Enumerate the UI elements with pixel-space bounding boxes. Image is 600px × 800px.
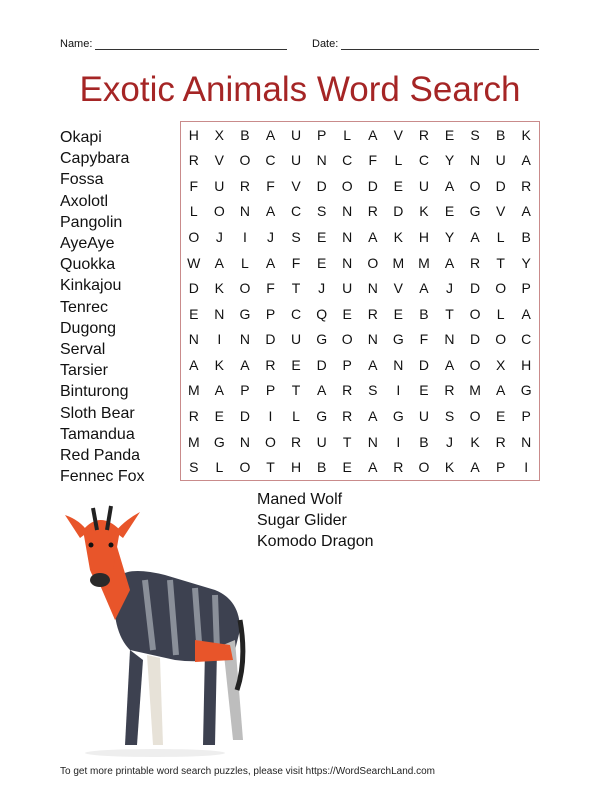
grid-cell: R bbox=[239, 177, 250, 194]
date-field[interactable] bbox=[312, 38, 539, 50]
grid-cell: G bbox=[239, 305, 251, 322]
word-list-right bbox=[257, 489, 374, 553]
grid-cell: F bbox=[266, 280, 275, 297]
grid-cell: U bbox=[495, 152, 506, 169]
grid-cell: D bbox=[495, 177, 506, 194]
grid-cell: I bbox=[217, 331, 222, 348]
grid-cell: E bbox=[291, 356, 301, 373]
grid-cell: G bbox=[392, 331, 404, 348]
word-item: Komodo Dragon bbox=[257, 533, 374, 551]
grid-cell: Q bbox=[316, 305, 328, 322]
grid-cell: N bbox=[239, 433, 250, 450]
grid-cell: N bbox=[239, 203, 250, 220]
grid-cell: J bbox=[445, 433, 453, 450]
grid-cell: B bbox=[495, 126, 506, 143]
grid-cell: R bbox=[521, 177, 532, 194]
grid-cell: A bbox=[521, 203, 531, 220]
grid-cell: C bbox=[265, 152, 276, 169]
grid-cell: N bbox=[188, 331, 199, 348]
grid-cell: O bbox=[213, 203, 225, 220]
grid-cell: A bbox=[444, 254, 455, 271]
grid-cell: Y bbox=[444, 229, 455, 246]
grid-cell: A bbox=[444, 177, 455, 194]
grid-cell: A bbox=[368, 229, 378, 246]
grid-cell: A bbox=[214, 254, 225, 271]
grid-cell: U bbox=[418, 408, 429, 425]
grid-cell: S bbox=[444, 408, 455, 425]
grid-cell: N bbox=[444, 331, 455, 348]
grid-cell: F bbox=[266, 177, 275, 194]
grid-cell: D bbox=[265, 331, 276, 348]
grid-cell: I bbox=[396, 433, 401, 450]
word-item: Tarsier bbox=[60, 362, 109, 380]
grid-cell: A bbox=[368, 126, 378, 143]
grid-cell: T bbox=[291, 280, 301, 297]
grid-cell: O bbox=[367, 254, 379, 271]
grid-cell: R bbox=[367, 203, 378, 220]
grid-cell: A bbox=[521, 305, 531, 322]
grid-cell: D bbox=[316, 177, 327, 194]
grid-cell: U bbox=[316, 433, 327, 450]
grid-cell: T bbox=[342, 433, 352, 450]
grid-cell: B bbox=[419, 305, 429, 322]
grid-cell: J bbox=[266, 229, 274, 246]
grid-cell: P bbox=[495, 459, 506, 476]
grid-cell: U bbox=[214, 177, 225, 194]
word-item: Tenrec bbox=[60, 298, 109, 316]
grid-cell: E bbox=[342, 305, 352, 322]
grid-cell: A bbox=[240, 356, 250, 373]
grid-cell: V bbox=[291, 177, 301, 194]
word-item: Axolotl bbox=[60, 192, 109, 210]
grid-cell: N bbox=[342, 229, 353, 246]
grid-cell: K bbox=[444, 459, 455, 476]
grid-cell: D bbox=[239, 408, 250, 425]
grid-cell: Y bbox=[444, 152, 455, 169]
grid-cell: E bbox=[316, 254, 327, 271]
grid-cell: T bbox=[291, 382, 301, 399]
grid-cell: R bbox=[342, 382, 353, 399]
grid-cell: H bbox=[418, 229, 429, 246]
grid-cell: E bbox=[342, 459, 352, 476]
grid-cell: K bbox=[419, 203, 429, 220]
grid-cell: O bbox=[469, 305, 481, 322]
grid-cell: E bbox=[316, 229, 327, 246]
word-item: Maned Wolf bbox=[257, 491, 343, 508]
grid-cell: A bbox=[444, 356, 455, 373]
grid-cell: X bbox=[495, 356, 506, 373]
grid-cell: C bbox=[342, 152, 353, 169]
grid-cell: L bbox=[241, 254, 249, 271]
grid-cell: P bbox=[240, 382, 250, 399]
grid-cell: N bbox=[470, 152, 481, 169]
grid-cell: R bbox=[444, 382, 455, 399]
grid-cell: D bbox=[393, 203, 404, 220]
grid-cell: G bbox=[520, 382, 532, 399]
grid-cell: U bbox=[418, 177, 429, 194]
grid-cell: R bbox=[291, 433, 302, 450]
grid-cell: B bbox=[316, 459, 327, 476]
okapi-illustration bbox=[55, 500, 255, 760]
grid-cell: E bbox=[495, 408, 506, 425]
grid-cell: L bbox=[292, 408, 300, 425]
word-item: AyeAye bbox=[60, 235, 115, 253]
grid-cell: N bbox=[342, 254, 353, 271]
grid-cell: U bbox=[291, 152, 302, 169]
word-item: Okapi bbox=[60, 129, 102, 146]
grid-cell: D bbox=[418, 356, 429, 373]
grid-cell: E bbox=[444, 203, 455, 220]
grid-cell: F bbox=[368, 152, 378, 169]
grid-cell: A bbox=[316, 382, 327, 399]
grid-cell: K bbox=[393, 229, 404, 246]
grid-cell: G bbox=[392, 408, 404, 425]
grid-cell: R bbox=[393, 459, 404, 476]
grid-cell: A bbox=[470, 459, 480, 476]
grid-cell: A bbox=[521, 152, 531, 169]
grid-cell: T bbox=[445, 305, 454, 322]
grid-cell: M bbox=[469, 382, 481, 399]
word-item: Tamandua bbox=[60, 425, 135, 443]
grid-cell: P bbox=[521, 408, 531, 425]
grid-cell: R bbox=[188, 408, 199, 425]
grid-cell: C bbox=[418, 152, 429, 169]
grid-cell: R bbox=[188, 152, 199, 169]
grid-cell: M bbox=[187, 433, 200, 450]
grid-cell: S bbox=[368, 382, 378, 399]
grid-cell: A bbox=[265, 203, 276, 220]
grid-cell: S bbox=[316, 203, 327, 220]
grid-cell: O bbox=[469, 177, 481, 194]
grid-cell: U bbox=[291, 331, 302, 348]
grid-cell: P bbox=[265, 305, 276, 322]
grid-cell: U bbox=[291, 126, 302, 143]
grid-cell: I bbox=[524, 459, 529, 476]
grid-cell: U bbox=[342, 280, 353, 297]
grid-cell: X bbox=[214, 126, 225, 143]
grid-cell: F bbox=[291, 254, 301, 271]
grid-cell: V bbox=[214, 152, 225, 169]
grid-cell: B bbox=[521, 229, 531, 246]
grid-cell: A bbox=[368, 408, 378, 425]
grid-cell: V bbox=[495, 203, 506, 220]
grid-cell: R bbox=[367, 305, 378, 322]
grid-cell: R bbox=[495, 433, 506, 450]
grid-cell: O bbox=[188, 229, 200, 246]
grid-cell: D bbox=[316, 356, 327, 373]
grid-cell: P bbox=[521, 280, 531, 297]
grid-cell: D bbox=[470, 331, 481, 348]
grid-cell: E bbox=[419, 382, 429, 399]
grid-cell: J bbox=[215, 229, 223, 246]
grid-cell: C bbox=[291, 203, 302, 220]
grid-cell: C bbox=[521, 331, 532, 348]
grid-cell: E bbox=[393, 177, 404, 194]
grid-cell: N bbox=[367, 433, 378, 450]
grid-cell: O bbox=[495, 331, 507, 348]
word-item: Red Panda bbox=[60, 447, 141, 465]
grid-cell: I bbox=[268, 408, 273, 425]
grid-cell: O bbox=[265, 433, 276, 450]
grid-cell: V bbox=[393, 280, 404, 297]
grid-cell: W bbox=[187, 254, 201, 271]
grid-cell: I bbox=[396, 382, 401, 399]
grid-cell: R bbox=[470, 254, 481, 271]
grid-cell: D bbox=[470, 280, 481, 297]
grid-cell: O bbox=[239, 152, 251, 169]
grid-cell: N bbox=[214, 305, 225, 322]
word-item: Serval bbox=[60, 341, 106, 359]
grid-cell: K bbox=[470, 433, 480, 450]
grid-cell: S bbox=[291, 229, 301, 246]
grid-cell: N bbox=[367, 331, 378, 348]
grid-cell: A bbox=[189, 356, 199, 373]
grid-cell: J bbox=[445, 280, 453, 297]
word-item: Pangolin bbox=[60, 213, 123, 231]
grid-cell: C bbox=[291, 305, 302, 322]
grid-cell: E bbox=[444, 126, 455, 143]
grid-cell: H bbox=[521, 356, 532, 373]
grid-cell: A bbox=[265, 126, 276, 143]
grid-cell: K bbox=[521, 126, 531, 143]
word-item: Sloth Bear bbox=[60, 404, 135, 422]
grid-cell: D bbox=[188, 280, 199, 297]
grid-cell: O bbox=[341, 331, 353, 348]
grid-cell: T bbox=[496, 254, 505, 271]
word-item: Kinkajou bbox=[60, 277, 122, 295]
grid-cell: V bbox=[393, 126, 404, 143]
grid-cell: N bbox=[342, 203, 353, 220]
grid-cell: L bbox=[394, 152, 403, 169]
word-item: Capybara bbox=[60, 150, 130, 168]
grid-cell: Y bbox=[521, 254, 531, 271]
grid-cell: S bbox=[470, 126, 480, 143]
grid-cell: P bbox=[342, 356, 352, 373]
grid-cell: L bbox=[189, 203, 198, 220]
grid-cell: R bbox=[418, 126, 429, 143]
grid-cell: N bbox=[367, 280, 378, 297]
grid-cell: O bbox=[239, 459, 251, 476]
grid-cell: N bbox=[521, 433, 532, 450]
letter-grid bbox=[180, 121, 540, 481]
grid-cell: N bbox=[239, 331, 250, 348]
grid-cell: E bbox=[189, 305, 199, 322]
date-label: Date: bbox=[312, 38, 339, 50]
grid-cell: P bbox=[316, 126, 327, 143]
grid-cell: G bbox=[316, 331, 328, 348]
grid-cell: G bbox=[469, 203, 481, 220]
grid-cell: H bbox=[188, 126, 199, 143]
grid-cell: O bbox=[469, 356, 481, 373]
grid-cell: K bbox=[214, 280, 225, 297]
grid-cell: O bbox=[495, 280, 507, 297]
word-list-left bbox=[60, 127, 144, 487]
word-item: Fennec Fox bbox=[60, 468, 145, 486]
grid-cell: A bbox=[265, 254, 276, 271]
grid-cell: H bbox=[291, 459, 302, 476]
grid-cell: J bbox=[318, 280, 326, 297]
grid-cell: D bbox=[367, 177, 378, 194]
footer-text: To get more printable word search puzzles, please visit https://WordSearchLand.com bbox=[60, 766, 435, 777]
grid-cell: K bbox=[214, 356, 225, 373]
grid-cell: M bbox=[418, 254, 430, 271]
grid-cell: N bbox=[316, 152, 327, 169]
grid-cell: G bbox=[213, 433, 225, 450]
grid-cell: A bbox=[470, 229, 480, 246]
grid-cell: T bbox=[266, 459, 275, 476]
grid-cell: L bbox=[496, 229, 505, 246]
name-label: Name: bbox=[60, 38, 93, 50]
word-item: Quokka bbox=[60, 256, 116, 274]
grid-cell: F bbox=[189, 177, 199, 194]
grid-cell: F bbox=[419, 331, 429, 348]
grid-cell: R bbox=[342, 408, 353, 425]
grid-cell: E bbox=[393, 305, 404, 322]
grid-cell: A bbox=[368, 459, 378, 476]
grid-cell: B bbox=[240, 126, 250, 143]
word-item: Binturong bbox=[60, 383, 129, 401]
grid-cell: O bbox=[341, 177, 353, 194]
grid-cell: I bbox=[242, 229, 247, 246]
page-title: Exotic Animals Word Search bbox=[79, 70, 521, 109]
grid-cell: A bbox=[214, 382, 225, 399]
grid-cell: O bbox=[418, 459, 430, 476]
grid-cell: G bbox=[316, 408, 328, 425]
word-item: Dugong bbox=[60, 319, 117, 337]
grid-cell: O bbox=[469, 408, 481, 425]
grid-cell: M bbox=[392, 254, 405, 271]
grid-cell: B bbox=[419, 433, 429, 450]
grid-cell: A bbox=[368, 356, 378, 373]
grid-cell: P bbox=[265, 382, 276, 399]
grid-cell: L bbox=[496, 305, 505, 322]
word-item: Fossa bbox=[60, 171, 104, 189]
grid-cell: A bbox=[419, 280, 429, 297]
grid-cell: S bbox=[189, 459, 199, 476]
grid-cell: N bbox=[393, 356, 404, 373]
grid-cell: M bbox=[187, 382, 200, 399]
grid-cell: A bbox=[495, 382, 506, 399]
grid-cell: L bbox=[343, 126, 352, 143]
name-field[interactable] bbox=[60, 38, 287, 50]
grid-cell: E bbox=[214, 408, 225, 425]
grid-cell: O bbox=[239, 280, 251, 297]
word-item: Sugar Glider bbox=[257, 512, 347, 530]
grid-cell: L bbox=[215, 459, 224, 476]
grid-cell: R bbox=[265, 356, 276, 373]
